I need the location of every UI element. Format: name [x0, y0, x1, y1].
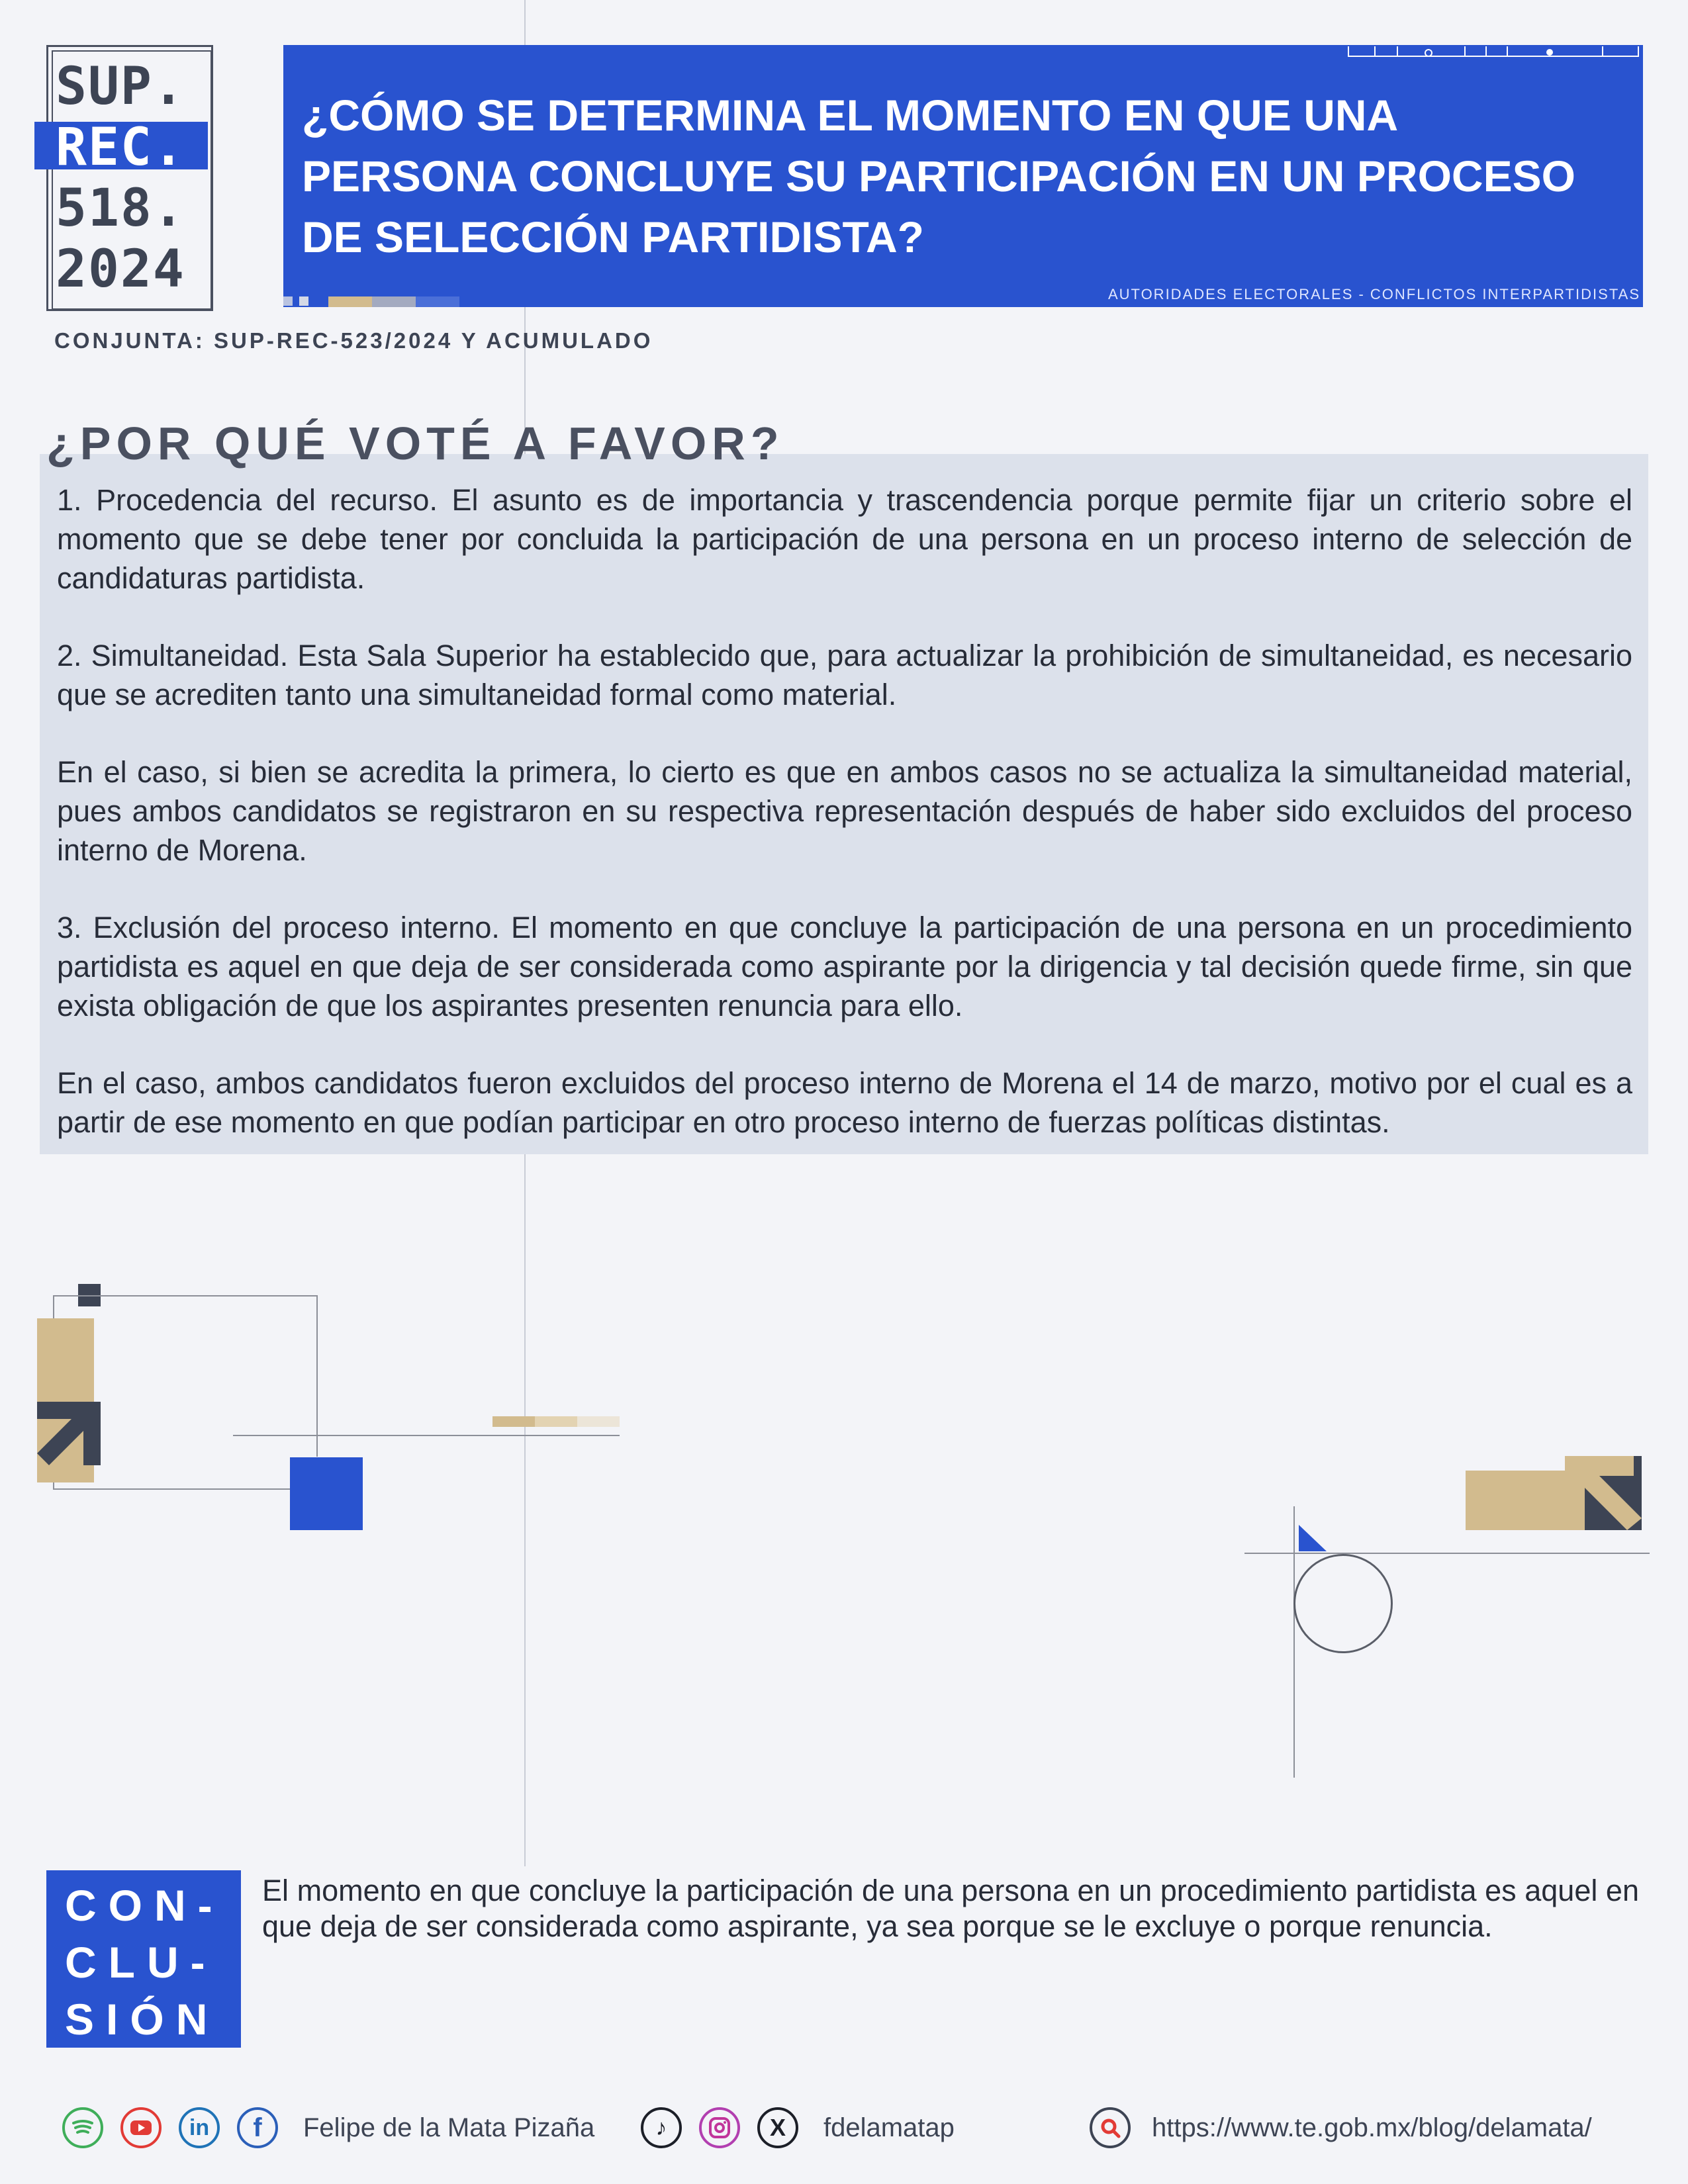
banner-decoration-tick: [1464, 46, 1466, 57]
banner-decoration-tick: [1397, 46, 1398, 57]
footer-name: Felipe de la Mata Pizaña: [303, 2113, 595, 2142]
why-body: [57, 480, 1632, 1180]
banner-decoration-tick: [1485, 46, 1487, 57]
banner-corner-bar: [328, 296, 372, 307]
tiktok-icon[interactable]: ♪: [641, 2107, 682, 2148]
banner-corner-bar: [372, 296, 416, 307]
banner-decoration-bar: [1348, 46, 1639, 57]
arrow-up-left-icon: [1565, 1456, 1642, 1530]
case-number-line-1: SUP.: [56, 57, 185, 116]
website-search-icon[interactable]: [1090, 2107, 1131, 2148]
deco-frame-top-line: [53, 1295, 318, 1297]
x-twitter-icon[interactable]: X: [757, 2107, 798, 2148]
youtube-icon[interactable]: [120, 2107, 162, 2148]
why-paragraph: 2. Simultaneidad. Esta Sala Superior ha establecido que, para actualizar la prohibición de simultaneidad, es necesario que se acrediten tanto una simultaneidad formal como material.: [57, 639, 1632, 711]
deco-frame-right-line: [316, 1295, 318, 1457]
banner-decoration-tick: [1602, 46, 1603, 57]
banner-corner-square: [283, 296, 293, 306]
banner-decoration-dot: [1425, 49, 1432, 57]
deco-circle: [1293, 1554, 1393, 1653]
banner-decoration-tick: [1374, 46, 1376, 57]
deco-gradient-bar: [577, 1416, 620, 1427]
deco-right-tan-bar: [1466, 1471, 1565, 1530]
conclusion-label-line: CLU-: [65, 1938, 217, 1987]
why-paragraph: 1. Procedencia del recurso. El asunto es de importancia y trascendencia porque permite fijar un criterio sobre el momento que se debe tener por concluida la participación de una persona en un proceso interno de selección de candidaturas partidista.: [57, 483, 1632, 595]
case-number-line-2: REC.: [56, 118, 185, 177]
footer-url[interactable]: https://www.te.gob.mx/blog/delamata/: [1152, 2113, 1592, 2142]
linkedin-icon[interactable]: in: [179, 2107, 220, 2148]
why-paragraph: En el caso, ambos candidatos fueron excluidos del proceso interno de Morena el 14 de marzo, motivo por el cual es a partir de ese momento en que podían participar en otro proceso interno de fuerzas políticas distintas.: [57, 1066, 1632, 1139]
conclusion-text: El momento en que concluye la participación de una persona en un procedimiento partidista es aquel en que deja de ser considerada como aspirante, ya sea porque se le excluye o porque renuncia.: [262, 1874, 1639, 1943]
banner-corner-bar: [416, 296, 459, 307]
facebook-icon[interactable]: f: [237, 2107, 278, 2148]
conclusion-label-line: SIÓN: [65, 1995, 220, 2044]
conclusion-label-line: CON-: [65, 1881, 224, 1930]
banner-decoration-tick: [1507, 46, 1508, 57]
deco-blue-triangle: [1299, 1525, 1327, 1551]
why-heading: ¿POR QUÉ VOTÉ A FAVOR?: [46, 418, 784, 469]
instagram-icon[interactable]: [699, 2107, 740, 2148]
deco-right-vertical-line: [1293, 1506, 1295, 1778]
deco-gradient-bar: [535, 1416, 577, 1427]
deco-horizontal-line: [233, 1435, 620, 1436]
deco-frame-bottom-line: [53, 1488, 291, 1490]
deco-right-horizontal-line: [1244, 1553, 1650, 1554]
joint-case-label: CONJUNTA: SUP-REC-523/2024 Y ACUMULADO: [54, 328, 653, 353]
case-number-line-4: 2024: [56, 240, 185, 299]
banner-decoration-dot: [1546, 49, 1553, 56]
banner-corner-square: [299, 296, 308, 306]
page-title: ¿CÓMO SE DETERMINA EL MOMENTO EN QUE UNA PERSONA CONCLUYE SU PARTICIPACIÓN EN UN PROCESO DE SELECCIÓN PARTIDISTA?: [302, 91, 1575, 261]
spotify-icon[interactable]: [62, 2107, 103, 2148]
category-tag: AUTORIDADES ELECTORALES - CONFLICTOS INTERPARTIDISTAS: [1107, 286, 1640, 302]
why-paragraph: En el caso, si bien se acredita la primera, lo cierto es que en ambos casos no se actualiza la simultaneidad material, pues ambos candidatos se registraron en su respectiva representación después de haber sido excluidos del proceso interno de Morena.: [57, 755, 1632, 867]
arrow-up-right-icon: [37, 1402, 101, 1475]
why-paragraph: 3. Exclusión del proceso interno. El momento en que concluye la participación de una persona en un procedimiento partidista es aquel en que deja de ser considerada como aspirante por la dirigencia y tal decisión quede firme, sin que exista obligación de que los aspirantes presenten renuncia para ello.: [57, 911, 1632, 1023]
conclusion-label-box: [46, 1870, 241, 2048]
footer-handle: fdelamatap: [823, 2113, 955, 2142]
deco-blue-square: [290, 1457, 363, 1530]
case-number-line-3: 518.: [56, 179, 185, 238]
deco-gradient-bar: [492, 1416, 535, 1427]
